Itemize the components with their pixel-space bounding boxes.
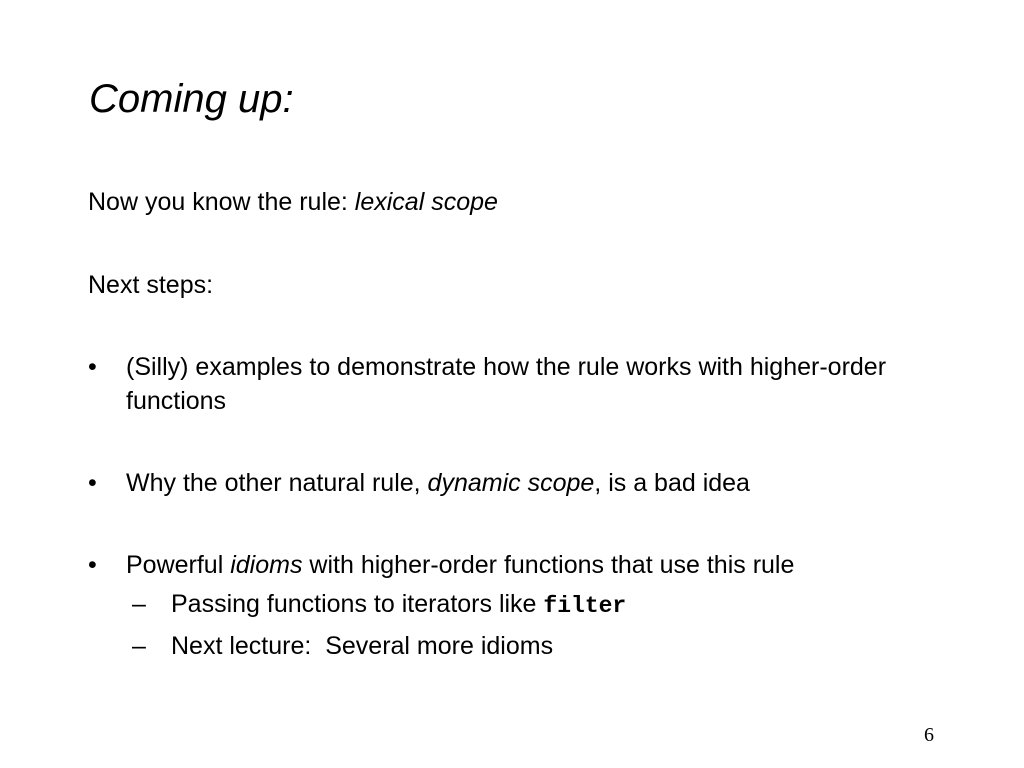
slide-title: Coming up: <box>89 77 294 121</box>
bullet-emphasis: idioms <box>230 551 303 579</box>
next-steps-heading: Next steps: <box>88 271 214 299</box>
bullet-text <box>126 466 948 500</box>
intro-text: Now you know the rule: <box>88 188 355 216</box>
intro-line <box>88 187 498 217</box>
bullet-icon: • <box>88 551 97 579</box>
bullet-text-prefix: Powerful <box>126 551 231 579</box>
bullet-text-prefix: Why the other natural rule, <box>126 469 428 497</box>
bullet-text-suffix: , is a bad idea <box>594 469 750 497</box>
bullet-icon: • <box>88 353 97 381</box>
dash-icon: – <box>132 632 146 660</box>
bullet-emphasis: dynamic scope <box>427 469 595 497</box>
bullet-item-2 <box>88 466 948 500</box>
code-filter: filter <box>543 593 627 619</box>
bullet-text-suffix: with higher-order functions that use this rule <box>302 551 795 579</box>
intro-emphasis: lexical scope <box>354 188 498 216</box>
sub-item-text: Passing functions to iterators like <box>171 590 544 618</box>
bullet-text <box>126 548 948 582</box>
bullet-icon: • <box>88 469 97 497</box>
sub-item-2 <box>132 631 952 661</box>
sub-item-1 <box>132 589 952 621</box>
bullet-item-3 <box>88 548 948 582</box>
bullet-text: (Silly) examples to demonstrate how the rule works with higher-order functions <box>126 353 887 415</box>
bullet-item-1 <box>88 350 948 418</box>
sub-item-text: Next lecture: Several more idioms <box>171 632 554 660</box>
page-number: 6 <box>924 724 934 746</box>
dash-icon: – <box>132 590 146 618</box>
